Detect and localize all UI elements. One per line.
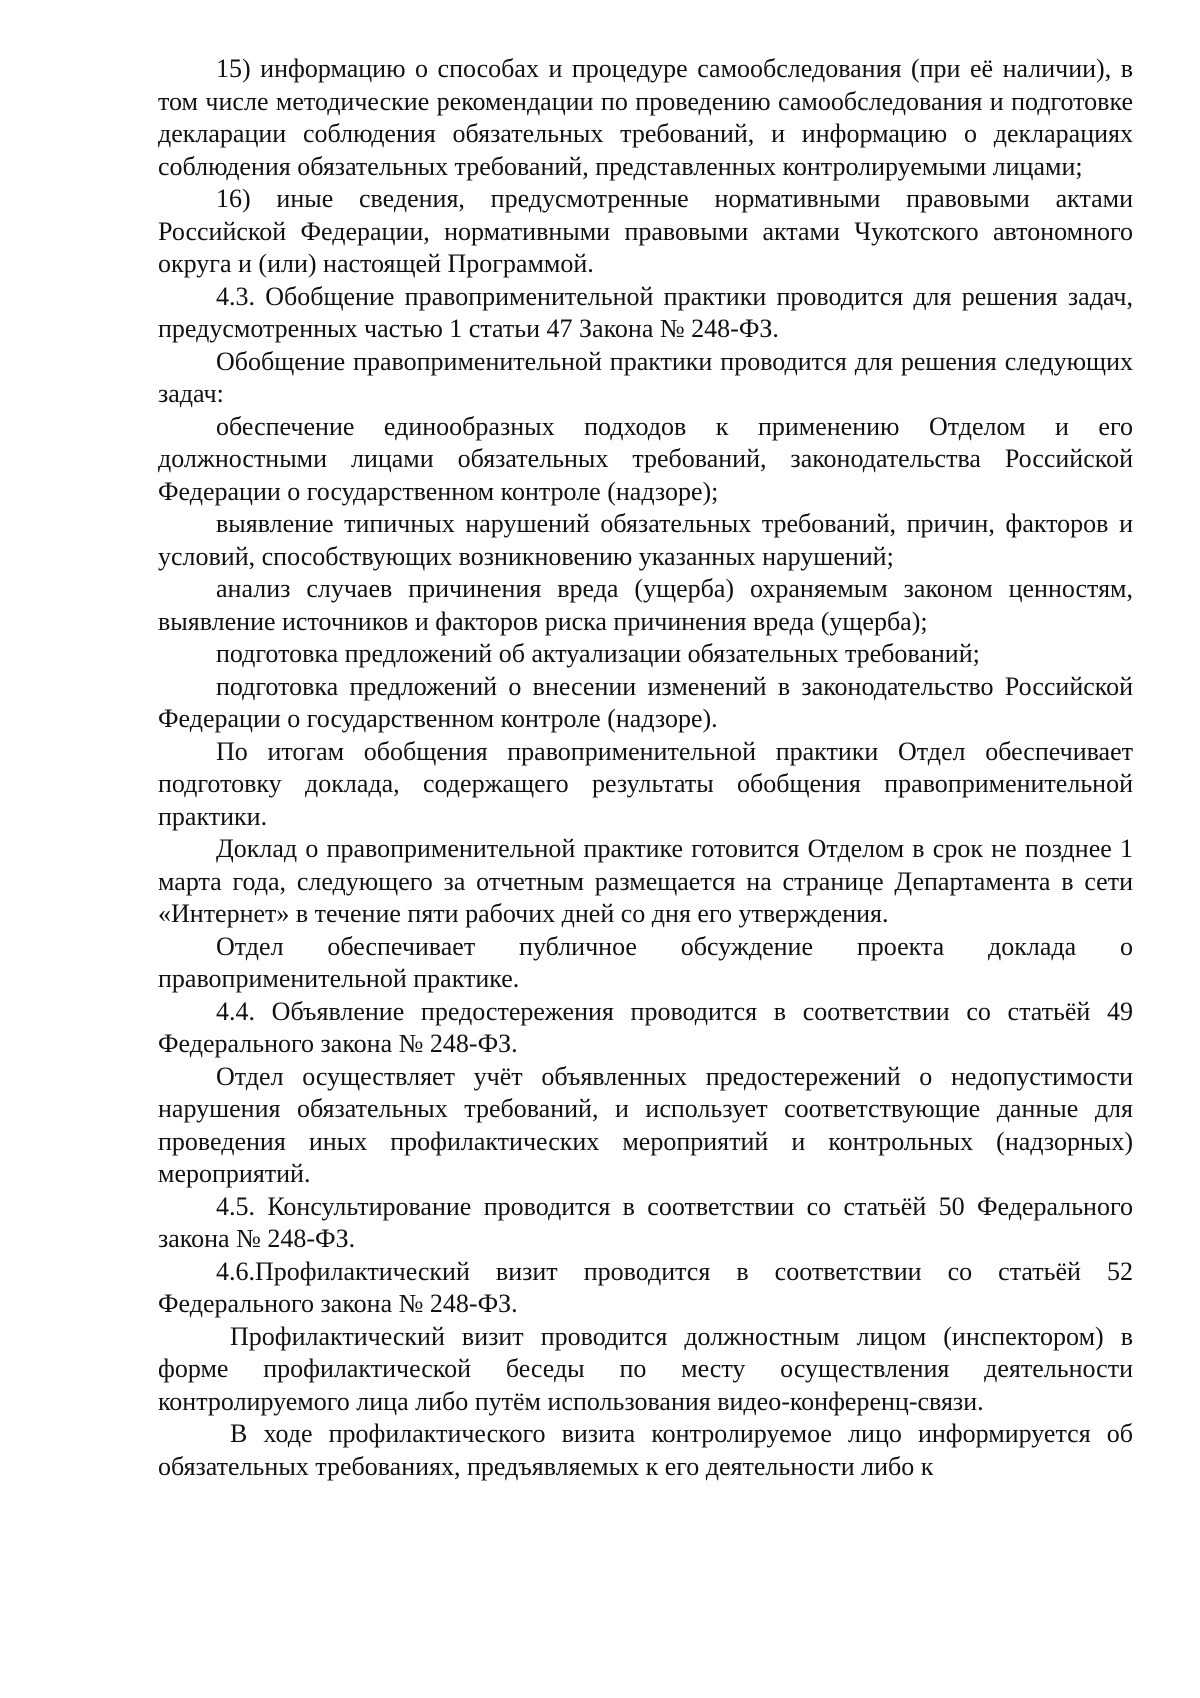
paragraph-visit-format: Профилактический визит проводится должностным лицом (инспектором) в форме профилактической беседы по месту осуществления деятельности контролируемого лица либо путём использования видео-конференц-связи.: [158, 1321, 1133, 1416]
paragraph-section-4-6: 4.6.Профилактический визит проводится в соответствии со статьёй 52 Федерального закона № 248-ФЗ.: [158, 1256, 1133, 1318]
paragraph-warnings-accounting: Отдел осуществляет учёт объявленных предостережений о недопустимости нарушения обязательных требований, и использует соответствующие данные для проведения иных профилактических мероприятий и контрольных (надзорных) мероприятий.: [158, 1061, 1133, 1188]
paragraph-task-legislation-changes: подготовка предложений о внесении изменений в законодательство Российской Федерации о государственном контроле (надзоре).: [158, 671, 1133, 733]
paragraph-section-4-3: 4.3. Обобщение правоприменительной практики проводится для решения задач, предусмотренных частью 1 статьи 47 Закона № 248-ФЗ.: [158, 281, 1133, 343]
paragraph-public-discussion: Отдел обеспечивает публичное обсуждение проекта доклада о правоприменительной практике.: [158, 931, 1133, 993]
paragraph-item-16: 16) иные сведения, предусмотренные нормативными правовыми актами Российской Федерации, нормативными правовыми актами Чукотского автономного округа и (или) настоящей Программой.: [158, 184, 1133, 278]
paragraph-visit-information: В ходе профилактического визита контролируемое лицо информируется об обязательных требованиях, предъявляемых к его деятельности либо к: [158, 1419, 1133, 1481]
paragraph-task-uniform-approaches: обеспечение единообразных подходов к применению Отделом и его должностными лицами обязательных требований, законодательства Российской Федерации о государственном контроле (надзоре);: [158, 411, 1133, 506]
paragraph-task-typical-violations: выявление типичных нарушений обязательных требований, причин, факторов и условий, способствующих возникновению указанных нарушений;: [158, 509, 1133, 571]
document-page: [158, 53, 1133, 1483]
paragraph-task-requirements-update: подготовка предложений об актуализации обязательных требований;: [216, 639, 980, 668]
paragraph-item-15: 15) информацию о способах и процедуре самообследования (при её наличии), в том числе методические рекомендации по проведению самообследования и подготовке декларации соблюдения обязательных требований, и информацию о декларациях соблюдения обязательных требований, представленных контролируемыми лицами;: [158, 54, 1133, 181]
paragraph-report-deadline: Доклад о правоприменительной практике готовится Отделом в срок не позднее 1 марта года, следующего за отчетным размещается на странице Департамента в сети «Интернет» в течение пяти рабочих дней со дня его утверждения.: [158, 834, 1133, 928]
paragraph-generalization-tasks: Обобщение правоприменительной практики проводится для решения следующих задач:: [158, 346, 1133, 408]
paragraph-report-preparation: По итогам обобщения правоприменительной практики Отдел обеспечивает подготовку доклада, содержащего результаты обобщения правоприменительной практики.: [158, 736, 1133, 831]
paragraph-section-4-5: 4.5. Консультирование проводится в соответствии со статьёй 50 Федерального закона № 248-ФЗ.: [158, 1191, 1133, 1253]
paragraph-task-harm-analysis: анализ случаев причинения вреда (ущерба) охраняемым законом ценностям, выявление источников и факторов риска причинения вреда (ущерба);: [158, 574, 1133, 636]
paragraph-section-4-4: 4.4. Объявление предостережения проводится в соответствии со статьёй 49 Федерального закона № 248-ФЗ.: [158, 996, 1133, 1058]
